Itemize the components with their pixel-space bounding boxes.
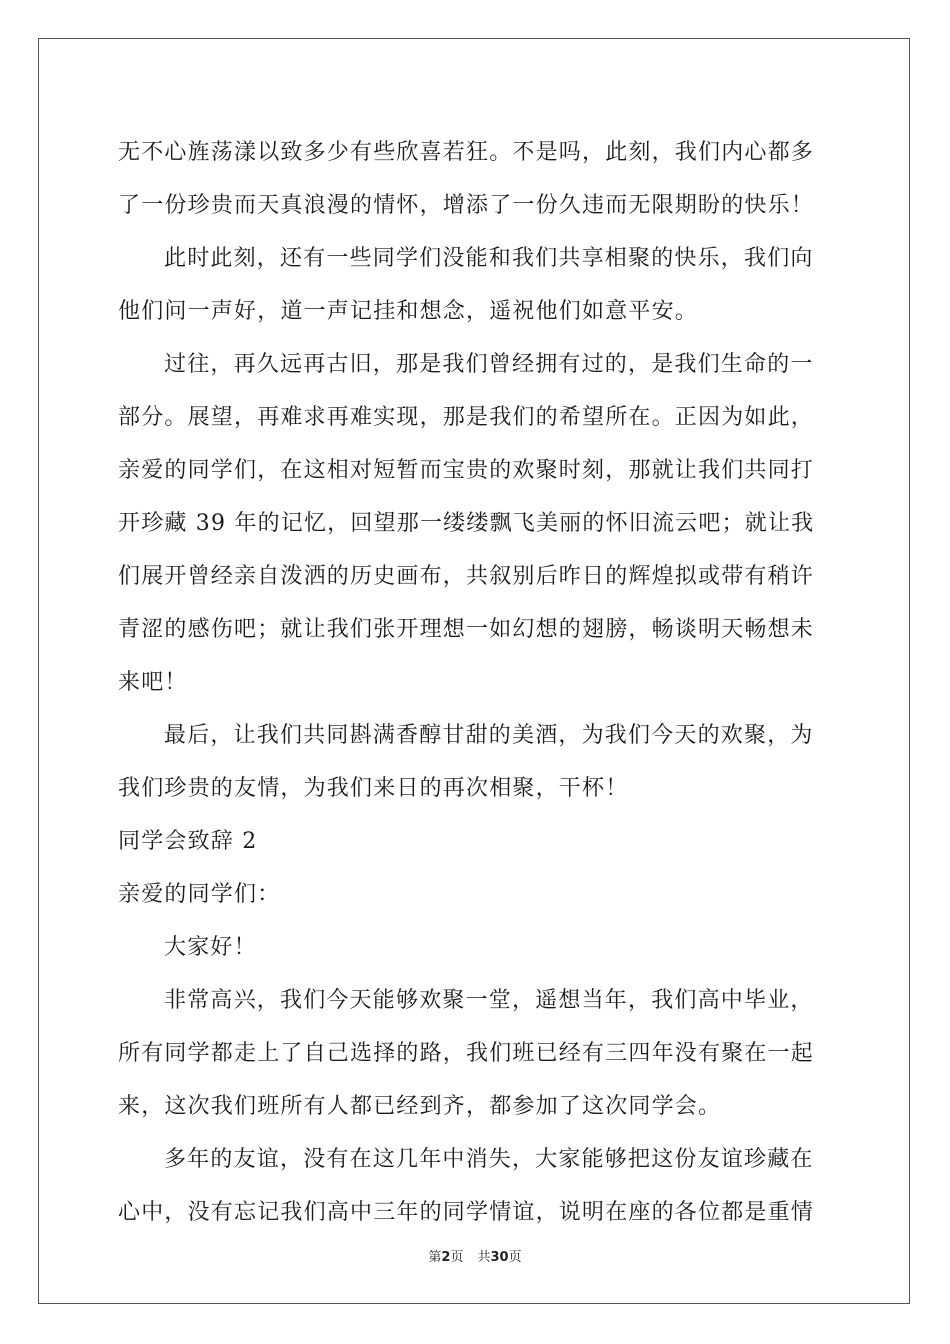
text-line: 来吧！: [118, 670, 188, 695]
text-line: 了一份珍贵而天真浪漫的情怀，增添了一份久违而无限期盼的快乐！: [118, 193, 815, 218]
text-line: 部分。展望，再难求再难实现，那是我们的希望所在。正因为如此，: [118, 405, 815, 430]
text-line: 他们问一声好，道一声记挂和想念，遥祝他们如意平安。: [118, 299, 699, 324]
text-line: 青涩的感伤吧；就让我们张开理想一如幻想的翅膀，畅谈明天畅想未: [118, 617, 815, 642]
total-prefix: 共: [477, 1250, 491, 1265]
text-line: 来，这次我们班所有人都已经到齐，都参加了这次同学会。: [118, 1094, 722, 1119]
salutation: 亲爱的同学们：: [118, 882, 281, 907]
paragraph-start: 多年的友谊，没有在这几年中消失，大家能够把这份友谊珍藏在: [164, 1147, 814, 1172]
text-line: 亲爱的同学们，在这相对短暂而宝贵的欢聚时刻，那就让我们共同打: [118, 458, 815, 483]
paragraph-start: 非常高兴，我们今天能够欢聚一堂，遥想当年，我们高中毕业，: [164, 988, 814, 1013]
paragraph-start: 此时此刻，还有一些同学们没能和我们共享相聚的快乐，我们向: [164, 246, 814, 271]
page-suffix: 页: [450, 1250, 464, 1265]
text-line: 们展开曾经亲自泼洒的历史画布，共叙别后昨日的辉煌拟或带有稍许: [118, 564, 815, 589]
greeting: 大家好！: [164, 935, 257, 960]
page-prefix: 第: [428, 1250, 442, 1265]
text-line: 开珍藏 39 年的记忆，回望那一缕缕飘飞美丽的怀旧流云吧；就让我: [118, 511, 815, 536]
page-number: 2: [441, 1250, 451, 1265]
total-pages: 30: [490, 1250, 509, 1265]
paragraph-start: 过往，再久远再古旧，那是我们曾经拥有过的，是我们生命的一: [164, 352, 814, 377]
total-suffix: 页: [508, 1250, 522, 1265]
paragraph-start: 最后，让我们共同斟满香醇甘甜的美酒，为我们今天的欢聚，为: [164, 723, 814, 748]
text-line: 我们珍贵的友情，为我们来日的再次相聚，干杯！: [118, 776, 629, 801]
section-heading: 同学会致辞 2: [118, 829, 258, 854]
text-line: 所有同学都走上了自己选择的路，我们班已经有三四年没有聚在一起: [118, 1041, 815, 1066]
text-line: 心中，没有忘记我们高中三年的同学情谊，说明在座的各位都是重情: [118, 1200, 815, 1225]
page-footer: [0, 1246, 950, 1265]
document-body: [118, 126, 834, 1239]
text-line: 无不心旌荡漾以致多少有些欣喜若狂。不是吗，此刻，我们内心都多: [118, 140, 815, 165]
